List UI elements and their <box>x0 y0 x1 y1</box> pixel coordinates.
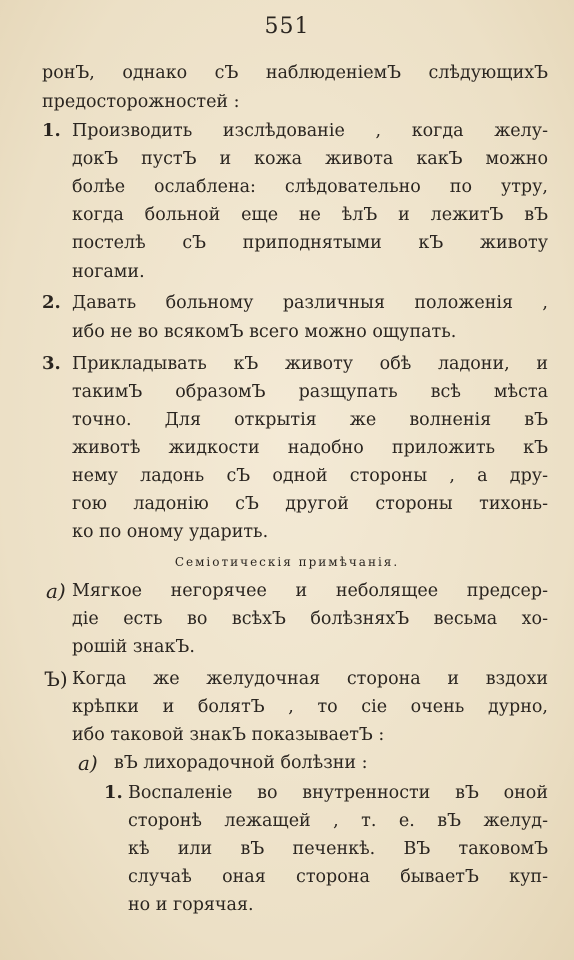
text-line: рошiй знакЪ. <box>72 637 195 657</box>
item-letter: Ъ) <box>44 667 68 691</box>
text-line: когда больной еще не ѣлЪ и лежитЪ вЪ <box>72 205 548 225</box>
text-line: гою ладонiю сЪ другой стороны тихонь- <box>72 494 548 514</box>
text-line: Производить изслѣдованiе , когда желу- <box>72 121 548 141</box>
text-line: ко по оному ударить. <box>72 522 269 542</box>
text-line: Мягкое негорячее и неболящее предсер- <box>72 581 548 601</box>
item-letter: а) <box>46 579 66 603</box>
text-line: дiе есть во всѣхЪ болѣзняхЪ весьма хо- <box>72 609 548 629</box>
text-line: такимЪ образомЪ разщупать всѣ мѣста <box>72 382 548 402</box>
text-line: кѣ или вЪ печенкѣ. ВЪ таковомЪ <box>128 839 548 859</box>
text-line: Прикладывать кЪ животу обѣ ладони, и <box>72 354 548 374</box>
text-line: предосторожностей : <box>42 92 240 112</box>
item-number: 2. <box>42 292 61 313</box>
text-line: крѣпки и болятЪ , то сiе очень дурно, <box>72 697 548 717</box>
text-line: докЪ пустЪ и кожа живота какЪ можно <box>72 149 548 169</box>
text-line: Воспаленiе во внутренности вЪ оной <box>128 783 548 803</box>
text-line: постелѣ сЪ приподнятыми кЪ животу <box>72 233 548 253</box>
text-line: ибо не во всякомЪ всего можно ощупать. <box>72 322 457 342</box>
subitem-letter: а) <box>78 751 98 775</box>
text-line: сторонѣ лежащей , т. е. вЪ желуд- <box>128 811 548 831</box>
text-line: животѣ жидкости надобно приложить кЪ <box>72 438 548 458</box>
item-number: 3. <box>42 353 61 374</box>
section-heading: Семiотическiя примѣчанiя. <box>174 555 400 569</box>
item-number: 1. <box>42 120 61 141</box>
text-line: вЪ лихорадочной болѣзни : <box>114 753 368 773</box>
text-line: ибо таковой знакЪ показываетЪ : <box>72 725 385 745</box>
text-line: но и горячая. <box>128 895 254 915</box>
text-line: Давать больному различныя положенiя , <box>72 293 548 313</box>
text-line: Когда же желудочная сторона и вздохи <box>72 669 548 689</box>
text-line: болѣе ослаблена: слѣдовательно по утру, <box>72 177 548 197</box>
text-line: точно. Для открытiя же волненiя вЪ <box>72 410 548 430</box>
page-number: 551 <box>264 14 310 39</box>
text-line: ронЪ, однако сЪ наблюденiемЪ слѣдующихЪ <box>42 63 548 83</box>
text-line: нему ладонь сЪ одной стороны , а дру- <box>72 466 548 486</box>
text-line: ногами. <box>72 262 145 282</box>
subitem-number: 1. <box>104 782 123 803</box>
text-line: случаѣ оная сторона бываетЪ куп- <box>128 867 548 887</box>
